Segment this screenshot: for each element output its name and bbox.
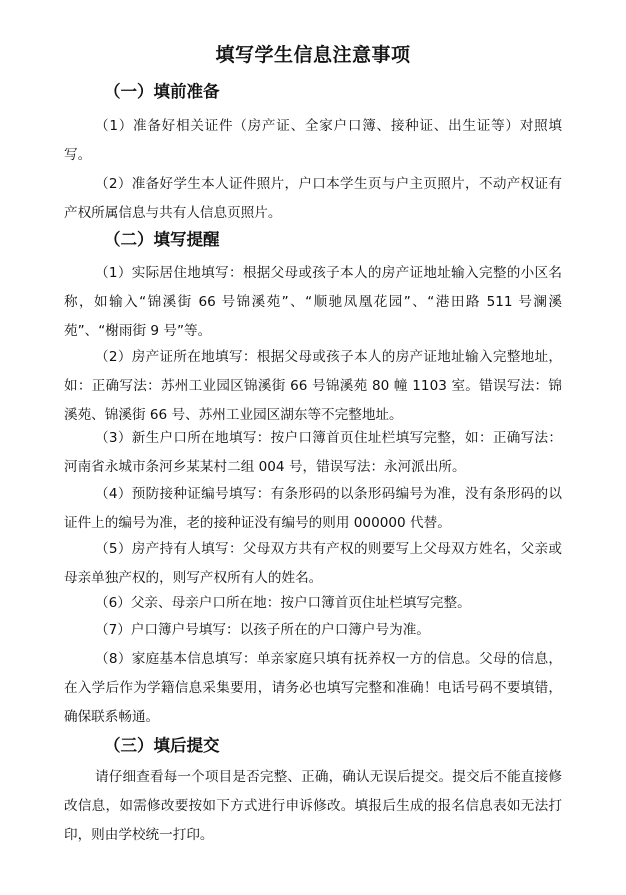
section-heading-submission: （三）填后提交 — [104, 736, 220, 755]
paragraph: （1）准备好相关证件（房产证、全家户口簿、接种证、出生证等）对照填写。 — [64, 118, 562, 163]
paragraph: （2）房产证所在地填写：根据父母或孩子本人的房产证地址输入完整地址，如：正确写法：苏州工业园区锦溪街 66 号锦溪苑 80 幢 1103 室。错误写法：锦溪苑、锦溪街 66 号、苏州工业园区湖东等不完整地址。 — [64, 349, 562, 423]
paragraph: （6）父亲、母亲户口所在地：按户口簿首页住址栏填写完整。 — [95, 595, 471, 611]
section-heading-preparation: （一）填前准备 — [104, 82, 220, 101]
document-title: 填写学生信息注意事项 — [215, 44, 411, 66]
paragraph: （4）预防接种证编号填写：有条形码的以条形码编号为准，没有条形码的以证件上的编号为准，老的接种证没有编号的则用 000000 代替。 — [64, 486, 562, 531]
paragraph: （2）准备好学生本人证件照片，户口本学生页与户主页照片，不动产权证有产权所属信息与共有人信息页照片。 — [64, 176, 562, 221]
paragraph: （5）房产持有人填写：父母双方共有产权的则要写上父母双方姓名，父亲或母亲单独产权的，则写产权所有人的姓名。 — [64, 541, 562, 586]
paragraph: （1）实际居住地填写：根据父母或孩子本人的房产证地址输入完整的小区名称，如输入“锦溪街 66 号锦溪苑”、“顺驰凤凰花园”、“港田路 511 号澜溪苑”、“榭雨街 9 号”等。 — [64, 265, 562, 339]
paragraph: （3）新生户口所在地填写：按户口簿首页住址栏填写完整，如：正确写法：河南省永城市条河乡某某村二组 004 号，错误写法：永河派出所。 — [64, 430, 562, 475]
paragraph: （8）家庭基本信息填写：单亲家庭只填有抚养权一方的信息。父母的信息，在入学后作为学籍信息采集要用，请务必也填写完整和准确！电话号码不要填错，确保联系畅通。 — [64, 651, 562, 725]
paragraph: （7）户口簿户号填写：以孩子所在的户口簿户号为准。 — [95, 622, 430, 638]
paragraph: 请仔细查看每一个项目是否完整、正确，确认无误后提交。提交后不能直接修改信息，如需修改要按如下方式进行申诉修改。填报后生成的报名信息表如无法打印，则由学校统一打印。 — [64, 769, 562, 843]
section-heading-reminders: （二）填写提醒 — [104, 230, 220, 249]
